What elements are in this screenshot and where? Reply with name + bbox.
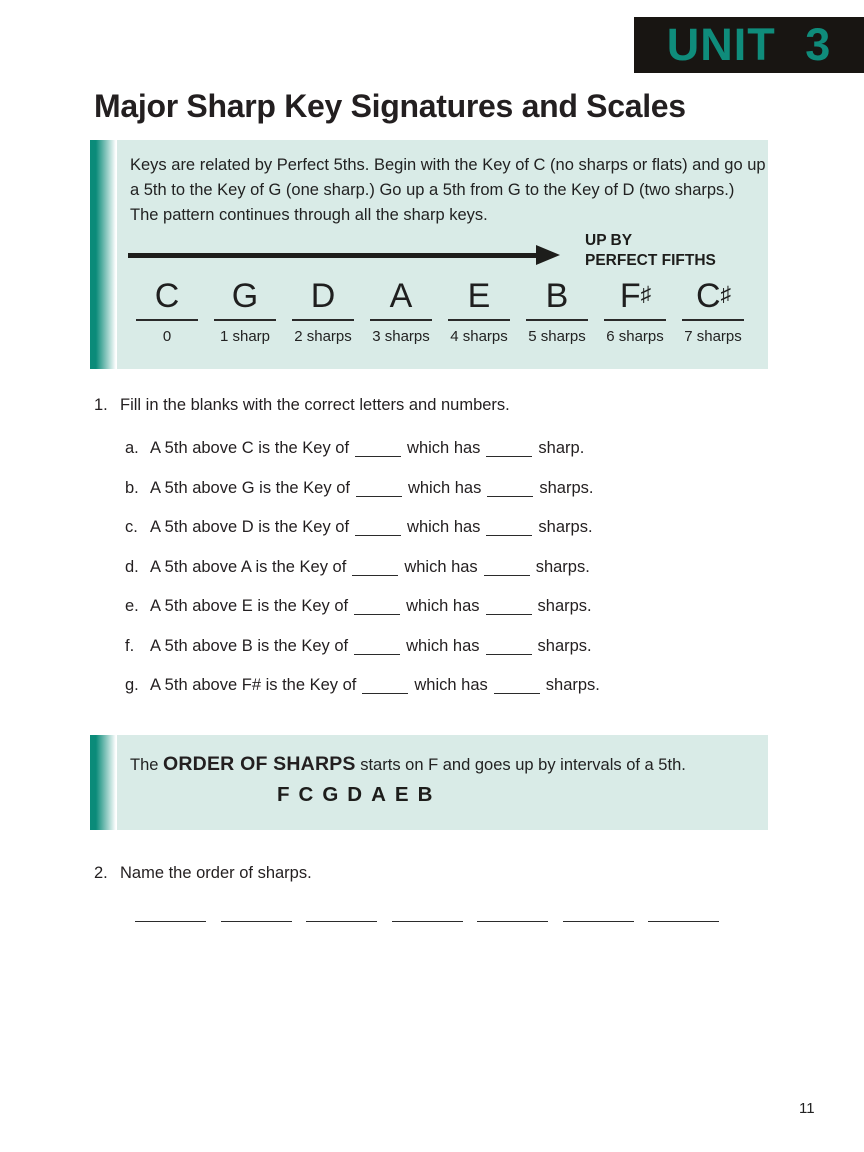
fill-in-item	[125, 439, 600, 479]
answer-blank-order	[221, 910, 292, 922]
unit-banner	[634, 17, 864, 73]
question-2-number: 2.	[94, 864, 108, 882]
item-label: g.	[125, 676, 139, 694]
item-text-middle: which has	[406, 636, 480, 655]
key-underline	[448, 319, 510, 321]
answer-blank-count	[484, 564, 530, 576]
item-text-before: A 5th above C is the Key of	[150, 439, 350, 457]
key-letter	[128, 277, 206, 314]
answer-blank-key	[355, 524, 401, 536]
key-letter-text: F	[619, 276, 641, 315]
question-1-items	[125, 439, 600, 716]
item-text-before: A 5th above E is the Key of	[150, 597, 349, 615]
answer-blank-key	[356, 485, 402, 497]
key-cell	[128, 277, 206, 345]
item-label: c.	[125, 518, 138, 536]
item-label: a.	[125, 439, 139, 457]
item-text-after: sharps.	[535, 557, 590, 576]
answer-blank-count	[486, 524, 532, 536]
order-letter: G	[322, 783, 339, 806]
key-letter-text: D	[310, 276, 336, 315]
key-underline	[604, 319, 666, 321]
order-letter: C	[298, 783, 314, 806]
key-sharp-count: 6 sharps	[606, 327, 664, 345]
item-text-after: sharps.	[537, 597, 592, 615]
key-letter	[596, 277, 674, 314]
sharp-symbol: ♯	[640, 283, 651, 306]
key-underline	[214, 319, 276, 321]
key-letter	[284, 277, 362, 314]
key-underline	[136, 319, 198, 321]
fill-in-item	[125, 637, 600, 677]
order-emphasis: ORDER OF SHARPS	[163, 753, 356, 775]
order-letter: B	[417, 783, 433, 806]
answer-blank-key	[352, 564, 398, 576]
key-sharp-count: 0	[162, 327, 172, 345]
answer-blank-count	[494, 682, 540, 694]
intro-line: a 5th to the Key of G (one sharp.) Go up a 5th from G to the Key of D (two sharps.)	[130, 181, 735, 199]
question-2-blanks	[135, 904, 734, 923]
item-text-after: sharps.	[538, 518, 593, 536]
key-underline	[526, 319, 588, 321]
answer-blank-count	[487, 485, 533, 497]
question-1	[94, 396, 600, 716]
fill-in-item	[125, 597, 600, 637]
arrow-label	[585, 231, 716, 270]
key-sequence-row	[128, 277, 752, 345]
answer-blank-count	[486, 603, 532, 615]
answer-blank-key	[362, 682, 408, 694]
unit-banner-label: UNIT 3	[666, 19, 832, 70]
key-letter-text: E	[467, 276, 491, 315]
item-label: d.	[125, 557, 139, 576]
intro-line: Keys are related by Perfect 5ths. Begin with the Key of C (no sharps or flats) and go up	[130, 156, 766, 174]
answer-blank-key	[354, 643, 400, 655]
key-cell	[206, 277, 284, 345]
key-sharp-count: 2 sharps	[294, 327, 352, 345]
key-sharp-count: 7 sharps	[684, 327, 742, 345]
item-text-after: sharps.	[545, 676, 600, 694]
item-label: b.	[125, 478, 139, 497]
key-cell	[596, 277, 674, 345]
item-text-before: A 5th above G is the Key of	[150, 478, 350, 497]
key-sharp-count: 4 sharps	[450, 327, 508, 345]
key-letter	[674, 277, 752, 314]
key-letter-text: G	[231, 276, 259, 315]
key-letter-text: C	[695, 276, 721, 315]
key-sharp-count: 3 sharps	[372, 327, 430, 345]
key-underline	[682, 319, 744, 321]
item-text-before: A 5th above F# is the Key of	[150, 676, 357, 694]
item-text-middle: which has	[414, 676, 488, 694]
item-text-middle: which has	[407, 478, 482, 497]
key-underline	[370, 319, 432, 321]
page-title: Major Sharp Key Signatures and Scales	[94, 88, 686, 124]
question-1-prompt	[94, 396, 600, 415]
item-label: f.	[125, 636, 135, 655]
fill-in-item	[125, 676, 600, 716]
answer-blank-order	[563, 910, 634, 922]
order-letter: E	[394, 783, 409, 806]
item-text-before: A 5th above B is the Key of	[150, 636, 349, 655]
answer-blank-order	[392, 910, 463, 922]
question-2-prompt	[94, 864, 312, 883]
sharp-symbol: ♯	[720, 283, 731, 306]
key-underline	[292, 319, 354, 321]
arrow-label-line2: PERFECT FIFTHS	[585, 251, 716, 269]
answer-blank-count	[486, 643, 532, 655]
fill-in-item	[125, 479, 600, 519]
key-letter-text: A	[389, 276, 413, 315]
item-text-middle: which has	[406, 597, 480, 615]
page-number: 11	[799, 1100, 815, 1117]
question-2-prompt-text: Name the order of sharps.	[120, 864, 312, 882]
key-letter	[440, 277, 518, 314]
key-cell	[440, 277, 518, 345]
item-text-after: sharps.	[537, 636, 592, 655]
intro-line: The pattern continues through all the sharp keys.	[130, 206, 488, 224]
order-letter: A	[371, 783, 386, 806]
order-letter: D	[347, 783, 363, 806]
item-label: e.	[125, 597, 139, 615]
key-cell	[518, 277, 596, 345]
intro-paragraph	[130, 153, 766, 228]
intro-box	[90, 140, 768, 369]
key-sharp-count: 1 sharp	[219, 327, 271, 345]
question-2	[94, 864, 312, 883]
arrow-label-line1: UP BY	[585, 232, 633, 249]
question-1-number: 1.	[94, 396, 108, 414]
order-letter: F	[277, 783, 290, 806]
order-rest: starts on F and goes up by intervals of a 5th.	[355, 756, 686, 774]
key-cell	[284, 277, 362, 345]
answer-blank-count	[486, 445, 532, 457]
key-letter	[518, 277, 596, 314]
order-lead: The	[130, 756, 164, 774]
key-letter	[362, 277, 440, 314]
arrow-line	[128, 253, 536, 258]
key-sharp-count: 5 sharps	[528, 327, 586, 345]
key-letter-text: B	[545, 276, 569, 315]
order-of-sharps-sentence	[130, 753, 686, 776]
order-of-sharps-box	[90, 735, 768, 830]
item-text-after: sharps.	[539, 478, 594, 497]
question-1-prompt-text: Fill in the blanks with the correct letters and numbers.	[120, 396, 510, 414]
item-text-before: A 5th above D is the Key of	[150, 518, 350, 536]
item-text-before: A 5th above A is the Key of	[150, 557, 347, 576]
answer-blank-order	[135, 910, 206, 922]
item-text-middle: which has	[407, 439, 481, 457]
answer-blank-order	[306, 910, 377, 922]
fifths-arrow	[128, 245, 560, 265]
order-of-sharps-letters	[277, 783, 441, 807]
arrow-head-icon	[536, 245, 560, 265]
fill-in-item	[125, 558, 600, 598]
answer-blank-order	[477, 910, 548, 922]
answer-blank-order	[648, 910, 719, 922]
item-text-middle: which has	[404, 557, 478, 576]
key-cell	[674, 277, 752, 345]
item-text-middle: which has	[407, 518, 481, 536]
key-letter	[206, 277, 284, 314]
key-letter-text: C	[154, 276, 180, 315]
item-text-after: sharp.	[538, 439, 585, 457]
answer-blank-key	[354, 603, 400, 615]
answer-blank-key	[355, 445, 401, 457]
key-cell	[362, 277, 440, 345]
fill-in-item	[125, 518, 600, 558]
